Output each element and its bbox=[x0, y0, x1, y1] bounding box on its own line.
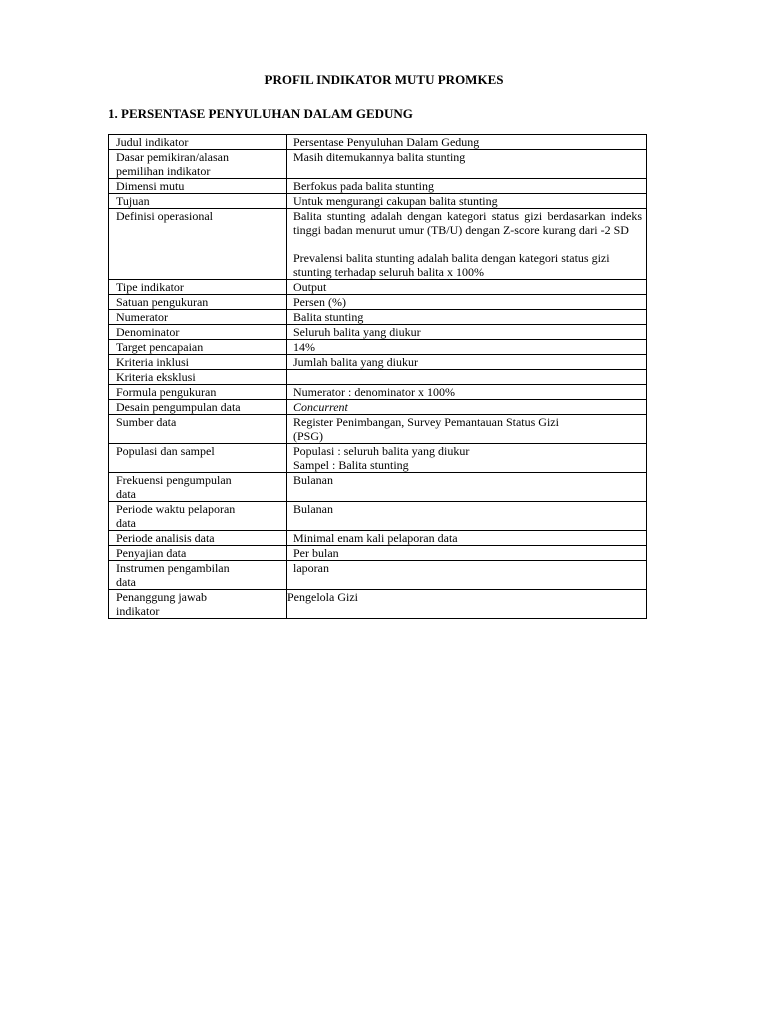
row-label: Numerator bbox=[109, 310, 287, 325]
table-row bbox=[109, 415, 647, 444]
row-value: Berfokus pada balita stunting bbox=[287, 179, 647, 194]
row-label: Populasi dan sampel bbox=[109, 444, 287, 473]
row-value: Per bulan bbox=[287, 546, 647, 561]
row-label: Definisi operasional bbox=[109, 209, 287, 280]
row-value-text: Pengelola Gizi bbox=[287, 590, 358, 604]
row-label: Dimensi mutu bbox=[109, 179, 287, 194]
row-value: Minimal enam kali pelaporan data bbox=[287, 531, 647, 546]
row-label: Penyajian data bbox=[109, 546, 287, 561]
table-row bbox=[109, 280, 647, 295]
table-row bbox=[109, 209, 647, 280]
row-label: Periode analisis data bbox=[109, 531, 287, 546]
row-label: Instrumen pengambilan data bbox=[109, 561, 287, 590]
table-row bbox=[109, 355, 647, 370]
row-value: Jumlah balita yang diukur bbox=[287, 355, 647, 370]
table-row bbox=[109, 179, 647, 194]
row-value: Bulanan bbox=[287, 473, 647, 502]
table-row bbox=[109, 150, 647, 179]
row-label: Periode waktu pelaporan data bbox=[109, 502, 287, 531]
row-label: Dasar pemikiran/alasan pemilihan indikator bbox=[109, 150, 287, 179]
row-value: 14% bbox=[287, 340, 647, 355]
definition-paragraph-1: Balita stunting adalah dengan kategori status gizi berdasarkan indeks tinggi badan menurut umur (TB/U) dengan Z-score kurang dari -2 SD bbox=[293, 209, 642, 237]
table-row bbox=[109, 531, 647, 546]
table-row bbox=[109, 400, 647, 415]
row-label: Target pencapaian bbox=[109, 340, 287, 355]
table-row bbox=[109, 561, 647, 590]
table-row bbox=[109, 340, 647, 355]
row-label: Desain pengumpulan data bbox=[109, 400, 287, 415]
table-row bbox=[109, 546, 647, 561]
row-label: Frekuensi pengumpulan data bbox=[109, 473, 287, 502]
row-value: Populasi : seluruh balita yang diukur Sampel : Balita stunting bbox=[287, 444, 647, 473]
table-row bbox=[109, 194, 647, 209]
row-label: Kriteria eksklusi bbox=[109, 370, 287, 385]
table-row bbox=[109, 295, 647, 310]
row-label: Satuan pengukuran bbox=[109, 295, 287, 310]
table-row bbox=[109, 385, 647, 400]
document-title: PROFIL INDIKATOR MUTU PROMKES bbox=[264, 72, 504, 87]
row-label: Tipe indikator bbox=[109, 280, 287, 295]
indicator-profile-table bbox=[108, 134, 647, 619]
table-row bbox=[109, 370, 647, 385]
definition-paragraph-2: Prevalensi balita stunting adalah balita dengan kategori status gizi stunting terhadap seluruh balita x 100% bbox=[293, 251, 610, 279]
row-value bbox=[287, 370, 647, 385]
table-row bbox=[109, 325, 647, 340]
row-value: laporan bbox=[287, 561, 647, 590]
row-value: Register Penimbangan, Survey Pemantauan Status Gizi (PSG) bbox=[287, 415, 647, 444]
row-label: Sumber data bbox=[109, 415, 287, 444]
row-value: Seluruh balita yang diukur bbox=[287, 325, 647, 340]
table-row bbox=[109, 590, 647, 619]
row-value: Masih ditemukannya balita stunting bbox=[287, 150, 647, 179]
table-row bbox=[109, 444, 647, 473]
table-row bbox=[109, 135, 647, 150]
row-value: Bulanan bbox=[287, 502, 647, 531]
table-row bbox=[109, 473, 647, 502]
table-row bbox=[109, 310, 647, 325]
row-value: Output bbox=[287, 280, 647, 295]
row-label: Tujuan bbox=[109, 194, 287, 209]
row-label: Kriteria inklusi bbox=[109, 355, 287, 370]
table-row bbox=[109, 502, 647, 531]
row-label: Formula pengukuran bbox=[109, 385, 287, 400]
row-value bbox=[287, 590, 647, 619]
row-value: Persentase Penyuluhan Dalam Gedung bbox=[287, 135, 647, 150]
row-value: Persen (%) bbox=[287, 295, 647, 310]
row-value bbox=[287, 209, 647, 280]
row-value: Numerator : denominator x 100% bbox=[287, 385, 647, 400]
row-value: Concurrent bbox=[287, 400, 647, 415]
row-label: Judul indikator bbox=[109, 135, 287, 150]
section-heading: 1. PERSENTASE PENYULUHAN DALAM GEDUNG bbox=[108, 106, 413, 121]
row-value: Balita stunting bbox=[287, 310, 647, 325]
row-label: Penanggung jawab indikator bbox=[109, 590, 287, 619]
row-label: Denominator bbox=[109, 325, 287, 340]
row-value: Untuk mengurangi cakupan balita stunting bbox=[287, 194, 647, 209]
